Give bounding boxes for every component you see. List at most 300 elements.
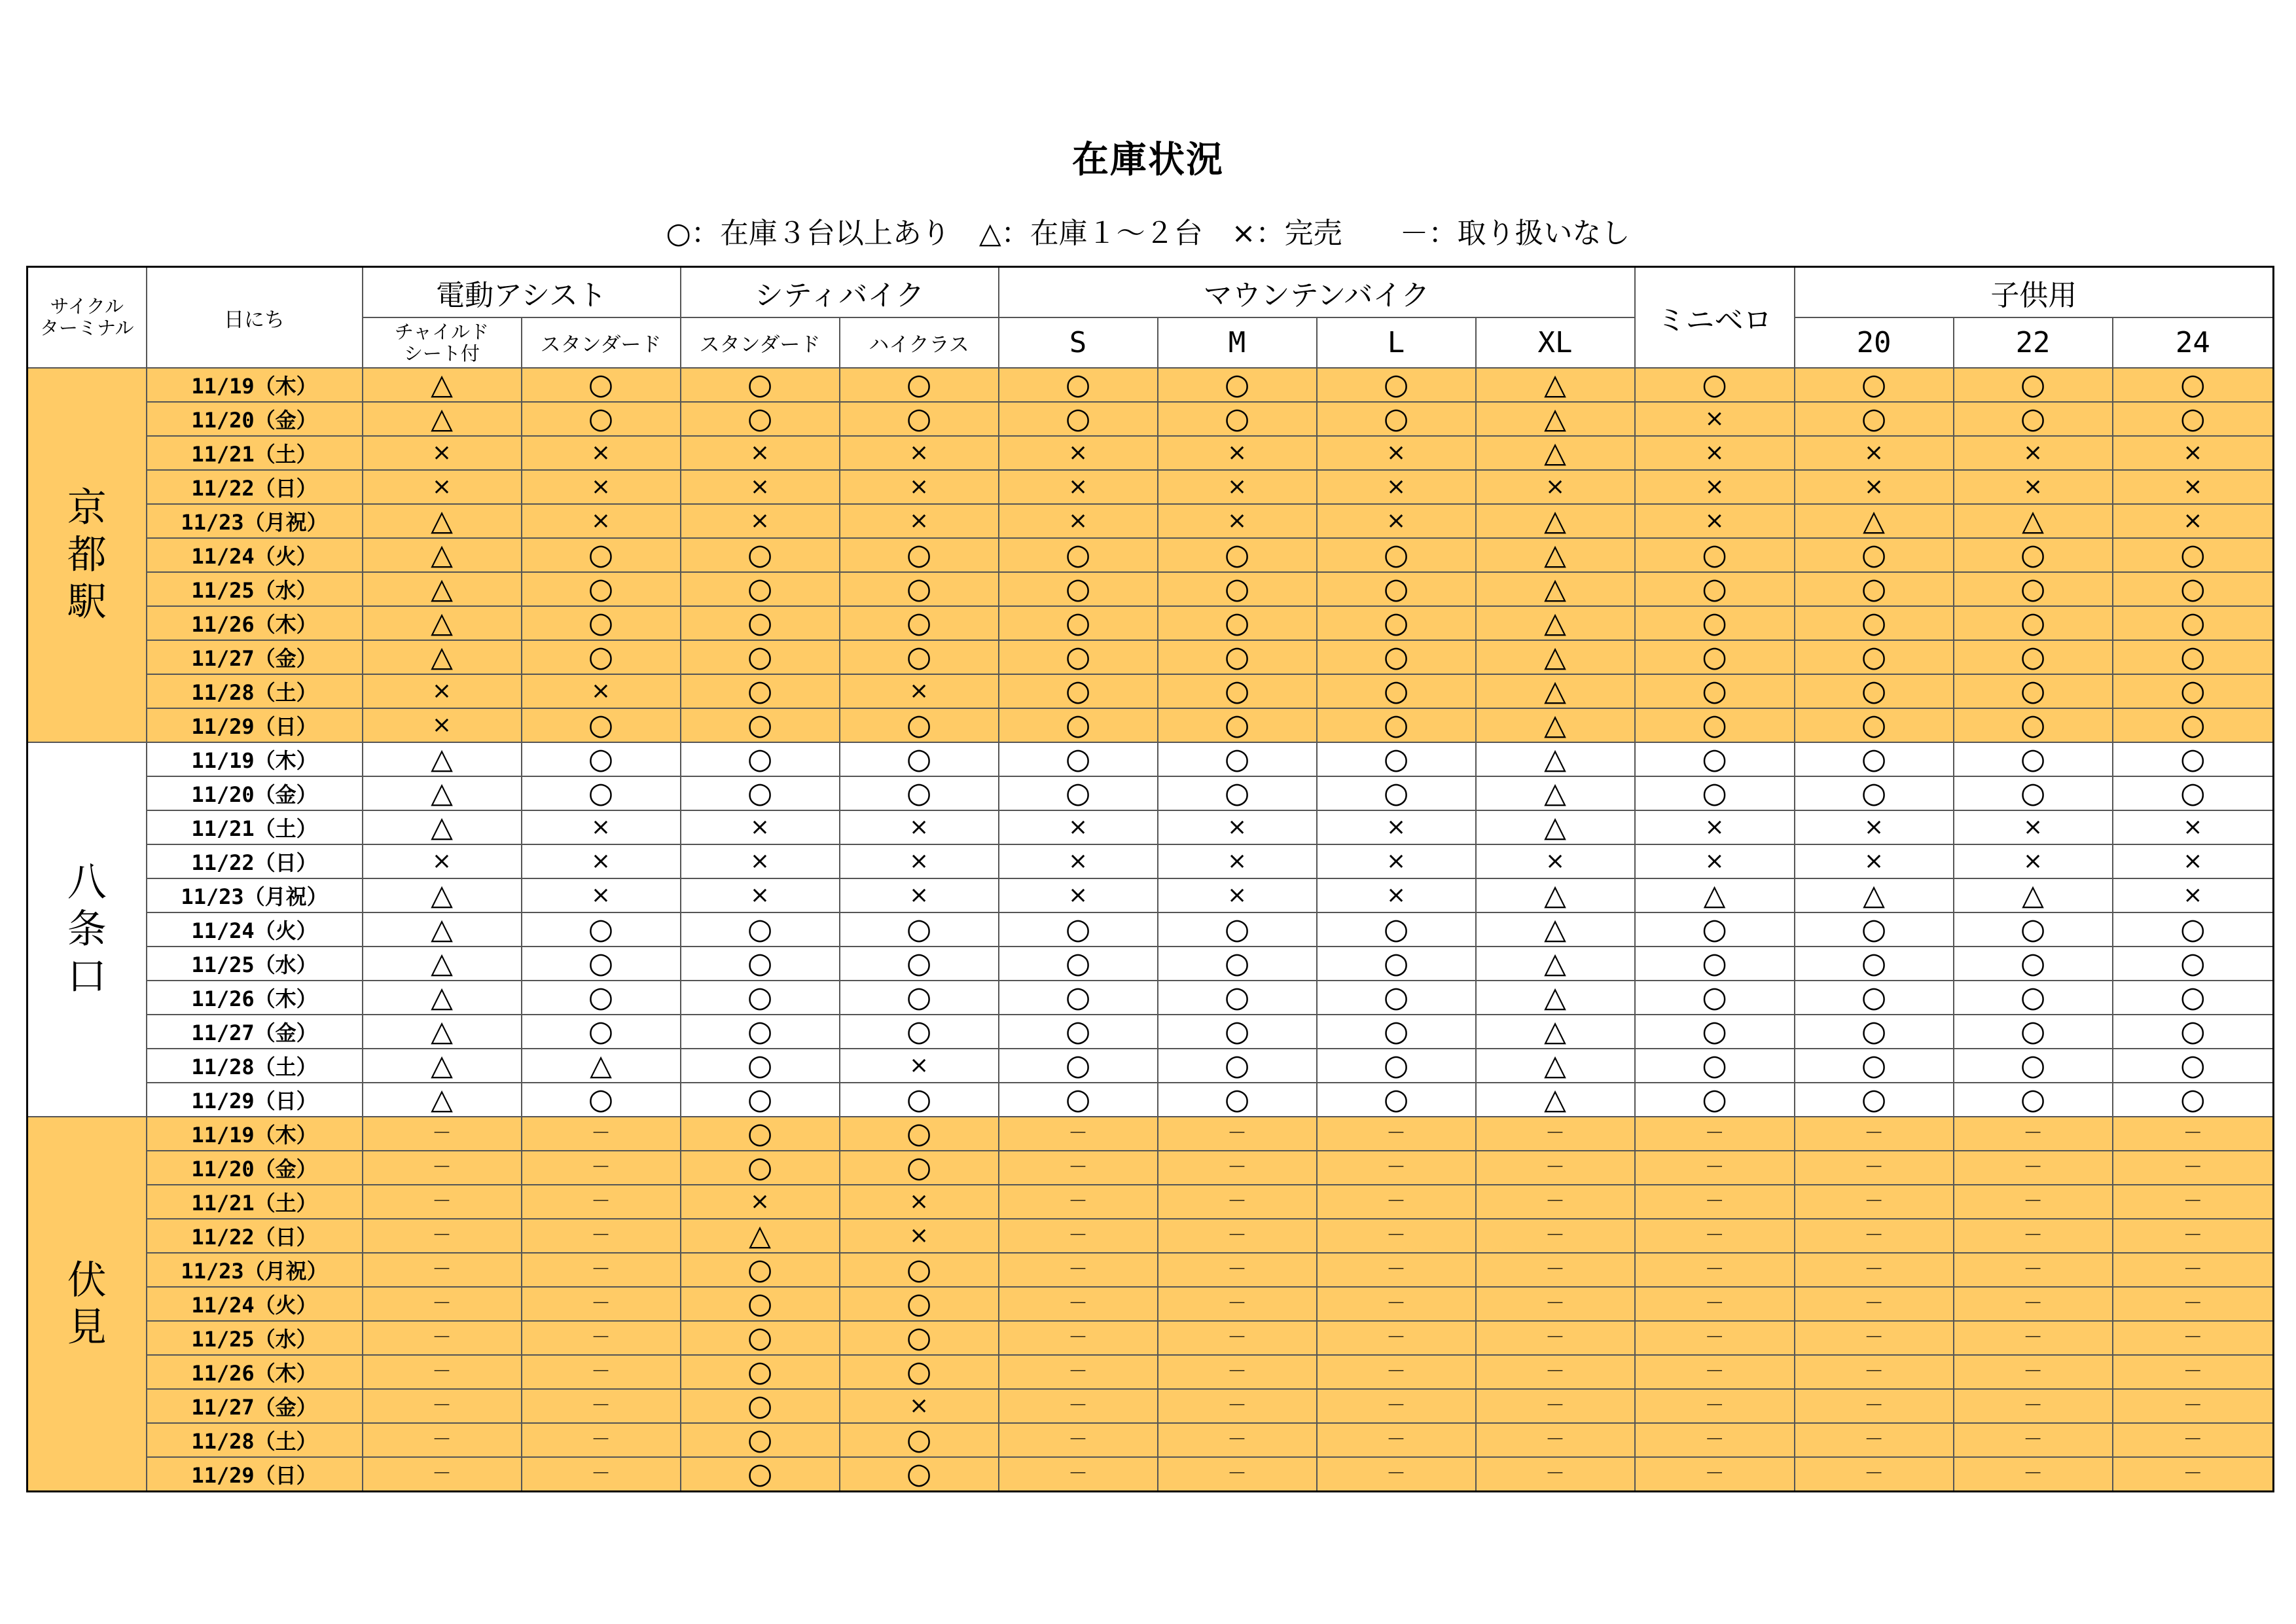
stock-cell: ○ bbox=[1635, 538, 1795, 572]
stock-cell: ○ bbox=[1158, 538, 1317, 572]
stock-cell: ○ bbox=[2113, 674, 2274, 708]
table-row bbox=[27, 912, 2274, 947]
table-row bbox=[27, 1049, 2274, 1083]
stock-cell: ○ bbox=[1158, 776, 1317, 810]
header-row-subs bbox=[27, 317, 2274, 368]
table-row bbox=[27, 402, 2274, 436]
stock-cell: × bbox=[1476, 844, 1635, 878]
stock-cell: ○ bbox=[1635, 640, 1795, 674]
stock-cell: ○ bbox=[522, 776, 681, 810]
stock-cell: ○ bbox=[1795, 368, 1954, 402]
stock-cell: ○ bbox=[1317, 947, 1476, 981]
stock-cell: － bbox=[1795, 1219, 1954, 1253]
stock-cell: ○ bbox=[681, 402, 840, 436]
stock-cell: △ bbox=[1476, 436, 1635, 470]
stock-cell: － bbox=[1795, 1321, 1954, 1355]
date-cell: 11/25（水） bbox=[147, 1321, 363, 1355]
stock-cell: － bbox=[1158, 1355, 1317, 1389]
stock-cell: ○ bbox=[1635, 981, 1795, 1015]
stock-cell: ○ bbox=[522, 606, 681, 640]
stock-cell: － bbox=[2113, 1185, 2274, 1219]
stock-cell: － bbox=[1317, 1423, 1476, 1457]
stock-cell: － bbox=[1158, 1151, 1317, 1185]
stock-cell: × bbox=[363, 470, 522, 504]
stock-cell: × bbox=[840, 1389, 999, 1423]
stock-cell: ○ bbox=[999, 368, 1158, 402]
stock-cell: × bbox=[1158, 844, 1317, 878]
stock-cell: ○ bbox=[1158, 1083, 1317, 1117]
stock-cell: ○ bbox=[1635, 1083, 1795, 1117]
stock-cell: × bbox=[1795, 436, 1954, 470]
table-row bbox=[27, 606, 2274, 640]
stock-cell: ○ bbox=[522, 912, 681, 947]
stock-cell: △ bbox=[363, 640, 522, 674]
stock-cell: ○ bbox=[1317, 912, 1476, 947]
stock-cell: △ bbox=[1635, 878, 1795, 912]
stock-cell: － bbox=[1954, 1287, 2113, 1321]
stock-cell: － bbox=[2113, 1287, 2274, 1321]
terminal-name: 八 条 口 bbox=[27, 742, 147, 1117]
stock-cell: ○ bbox=[840, 402, 999, 436]
stock-cell: △ bbox=[1476, 640, 1635, 674]
date-cell: 11/26（木） bbox=[147, 1355, 363, 1389]
stock-cell: △ bbox=[522, 1049, 681, 1083]
stock-cell: － bbox=[1795, 1253, 1954, 1287]
stock-cell: ○ bbox=[840, 640, 999, 674]
stock-cell: × bbox=[840, 1219, 999, 1253]
stock-cell: － bbox=[1635, 1355, 1795, 1389]
table-row bbox=[27, 1185, 2274, 1219]
stock-cell: － bbox=[522, 1253, 681, 1287]
stock-cell: △ bbox=[1476, 504, 1635, 538]
stock-cell: ○ bbox=[681, 912, 840, 947]
stock-cell: ○ bbox=[840, 1015, 999, 1049]
stock-cell: ○ bbox=[1954, 368, 2113, 402]
stock-cell: － bbox=[1158, 1117, 1317, 1151]
stock-cell: ○ bbox=[1795, 606, 1954, 640]
stock-cell: ○ bbox=[681, 981, 840, 1015]
stock-cell: ○ bbox=[1317, 776, 1476, 810]
date-cell: 11/27（金） bbox=[147, 1015, 363, 1049]
stock-cell: ○ bbox=[2113, 1083, 2274, 1117]
header-sub: S bbox=[999, 317, 1158, 368]
stock-cell: ○ bbox=[2113, 538, 2274, 572]
stock-cell: △ bbox=[1476, 981, 1635, 1015]
stock-cell: － bbox=[999, 1117, 1158, 1151]
stock-cell: － bbox=[1635, 1253, 1795, 1287]
stock-cell: ○ bbox=[681, 708, 840, 742]
stock-cell: ○ bbox=[2113, 606, 2274, 640]
stock-cell: △ bbox=[363, 947, 522, 981]
date-cell: 11/28（土） bbox=[147, 674, 363, 708]
stock-cell: － bbox=[1317, 1253, 1476, 1287]
stock-cell: ○ bbox=[1158, 640, 1317, 674]
stock-cell: ○ bbox=[1158, 912, 1317, 947]
stock-cell: － bbox=[1954, 1219, 2113, 1253]
date-cell: 11/22（日） bbox=[147, 844, 363, 878]
stock-cell: － bbox=[1795, 1185, 1954, 1219]
stock-cell: － bbox=[1795, 1287, 1954, 1321]
stock-cell: ○ bbox=[2113, 640, 2274, 674]
stock-cell: △ bbox=[1954, 878, 2113, 912]
stock-cell: ○ bbox=[2113, 912, 2274, 947]
stock-cell: － bbox=[1635, 1287, 1795, 1321]
stock-cell: ○ bbox=[1317, 538, 1476, 572]
stock-cell: ○ bbox=[840, 1287, 999, 1321]
stock-cell: × bbox=[681, 1185, 840, 1219]
stock-cell: ○ bbox=[999, 947, 1158, 981]
stock-cell: ○ bbox=[522, 572, 681, 606]
stock-cell: － bbox=[522, 1151, 681, 1185]
stock-cell: － bbox=[363, 1117, 522, 1151]
stock-cell: ○ bbox=[2113, 947, 2274, 981]
stock-cell: ○ bbox=[1317, 572, 1476, 606]
stock-cell: － bbox=[363, 1389, 522, 1423]
date-cell: 11/27（金） bbox=[147, 1389, 363, 1423]
legend: ○：在庫３台以上あり △：在庫１～２台 ×：完売 －：取り扱いなし bbox=[666, 217, 1630, 250]
stock-cell: ○ bbox=[1795, 402, 1954, 436]
stock-cell: － bbox=[2113, 1321, 2274, 1355]
stock-cell: △ bbox=[1476, 947, 1635, 981]
stock-cell: ○ bbox=[522, 402, 681, 436]
stock-cell: ○ bbox=[1317, 708, 1476, 742]
stock-cell: × bbox=[1954, 844, 2113, 878]
stock-cell: △ bbox=[1476, 708, 1635, 742]
stock-cell: － bbox=[2113, 1117, 2274, 1151]
date-cell: 11/23（月祝） bbox=[147, 878, 363, 912]
stock-cell: × bbox=[840, 436, 999, 470]
stock-cell: － bbox=[1476, 1457, 1635, 1492]
stock-cell: ○ bbox=[1635, 912, 1795, 947]
stock-cell: × bbox=[840, 810, 999, 844]
stock-cell: × bbox=[999, 844, 1158, 878]
stock-cell: ○ bbox=[999, 572, 1158, 606]
stock-cell: ○ bbox=[1954, 912, 2113, 947]
stock-cell: ○ bbox=[840, 1083, 999, 1117]
stock-cell: × bbox=[1635, 504, 1795, 538]
stock-cell: ○ bbox=[1158, 947, 1317, 981]
stock-cell: ○ bbox=[1635, 674, 1795, 708]
stock-cell: ○ bbox=[999, 776, 1158, 810]
stock-cell: ○ bbox=[999, 640, 1158, 674]
table-row bbox=[27, 1151, 2274, 1185]
stock-cell: － bbox=[1476, 1185, 1635, 1219]
stock-cell: △ bbox=[1476, 742, 1635, 776]
stock-cell: ○ bbox=[681, 606, 840, 640]
stock-cell: ○ bbox=[840, 572, 999, 606]
stock-cell: × bbox=[1317, 878, 1476, 912]
stock-cell: － bbox=[1476, 1355, 1635, 1389]
stock-cell: ○ bbox=[522, 742, 681, 776]
stock-cell: － bbox=[363, 1219, 522, 1253]
stock-cell: × bbox=[681, 504, 840, 538]
stock-cell: － bbox=[1158, 1389, 1317, 1423]
table-row bbox=[27, 1219, 2274, 1253]
stock-cell: － bbox=[1954, 1355, 2113, 1389]
stock-cell: ○ bbox=[1954, 402, 2113, 436]
stock-cell: × bbox=[522, 436, 681, 470]
stock-cell: ○ bbox=[999, 1015, 1158, 1049]
stock-cell: △ bbox=[363, 878, 522, 912]
stock-cell: ○ bbox=[2113, 368, 2274, 402]
stock-cell: ○ bbox=[1954, 776, 2113, 810]
stock-cell: － bbox=[1317, 1151, 1476, 1185]
table-row bbox=[27, 810, 2274, 844]
stock-cell: ○ bbox=[1635, 776, 1795, 810]
stock-cell: ○ bbox=[681, 1083, 840, 1117]
stock-cell: － bbox=[522, 1321, 681, 1355]
stock-cell: × bbox=[999, 810, 1158, 844]
stock-cell: ○ bbox=[1317, 368, 1476, 402]
terminal-name: 伏 見 bbox=[27, 1117, 147, 1492]
stock-cell: － bbox=[2113, 1355, 2274, 1389]
header-group: 子供用 bbox=[1795, 267, 2274, 318]
stock-cell: △ bbox=[363, 981, 522, 1015]
table-row bbox=[27, 504, 2274, 538]
stock-cell: － bbox=[1476, 1253, 1635, 1287]
header-date: 日にち bbox=[147, 267, 363, 369]
stock-cell: ○ bbox=[840, 981, 999, 1015]
stock-cell: △ bbox=[1476, 538, 1635, 572]
date-cell: 11/20（金） bbox=[147, 776, 363, 810]
stock-cell: ○ bbox=[1795, 912, 1954, 947]
stock-cell: × bbox=[1317, 504, 1476, 538]
table-row bbox=[27, 742, 2274, 776]
stock-cell: ○ bbox=[681, 538, 840, 572]
stock-cell: ○ bbox=[522, 981, 681, 1015]
stock-cell: ○ bbox=[840, 1321, 999, 1355]
stock-cell: ○ bbox=[1795, 708, 1954, 742]
header-group: 電動アシスト bbox=[363, 267, 681, 318]
stock-cell: － bbox=[2113, 1253, 2274, 1287]
stock-cell: × bbox=[681, 470, 840, 504]
stock-cell: － bbox=[1954, 1253, 2113, 1287]
stock-cell: △ bbox=[1795, 878, 1954, 912]
stock-cell: － bbox=[522, 1355, 681, 1389]
stock-cell: － bbox=[1476, 1219, 1635, 1253]
stock-cell: ○ bbox=[999, 538, 1158, 572]
date-cell: 11/22（日） bbox=[147, 1219, 363, 1253]
stock-cell: ○ bbox=[840, 538, 999, 572]
table-row bbox=[27, 1083, 2274, 1117]
stock-cell: － bbox=[1158, 1287, 1317, 1321]
stock-cell: － bbox=[1795, 1151, 1954, 1185]
header-sub: チャイルド シート付 bbox=[363, 317, 522, 368]
stock-cell: ○ bbox=[999, 674, 1158, 708]
stock-cell: ○ bbox=[1635, 708, 1795, 742]
header-sub: 24 bbox=[2113, 317, 2274, 368]
date-cell: 11/23（月祝） bbox=[147, 1253, 363, 1287]
stock-cell: × bbox=[681, 810, 840, 844]
date-cell: 11/25（水） bbox=[147, 572, 363, 606]
stock-cell: － bbox=[522, 1185, 681, 1219]
stock-cell: ○ bbox=[1795, 572, 1954, 606]
stock-cell: × bbox=[522, 674, 681, 708]
stock-cell: － bbox=[1158, 1253, 1317, 1287]
stock-cell: ○ bbox=[1954, 1049, 2113, 1083]
stock-cell: － bbox=[1317, 1389, 1476, 1423]
date-cell: 11/24（火） bbox=[147, 1287, 363, 1321]
stock-cell: － bbox=[363, 1355, 522, 1389]
stock-cell: × bbox=[840, 878, 999, 912]
stock-cell: ○ bbox=[681, 1049, 840, 1083]
header-sub: スタンダード bbox=[681, 317, 840, 368]
stock-cell: － bbox=[363, 1253, 522, 1287]
stock-cell: × bbox=[1635, 436, 1795, 470]
stock-cell: △ bbox=[363, 1049, 522, 1083]
stock-cell: ○ bbox=[1795, 742, 1954, 776]
stock-cell: × bbox=[1158, 878, 1317, 912]
stock-cell: ○ bbox=[1158, 402, 1317, 436]
stock-cell: － bbox=[1317, 1457, 1476, 1492]
table-row bbox=[27, 1117, 2274, 1151]
header-sub: ハイクラス bbox=[840, 317, 999, 368]
stock-cell: × bbox=[840, 844, 999, 878]
stock-cell: ○ bbox=[1158, 742, 1317, 776]
stock-cell: － bbox=[999, 1253, 1158, 1287]
stock-cell: △ bbox=[363, 402, 522, 436]
stock-cell: △ bbox=[363, 538, 522, 572]
stock-cell: － bbox=[999, 1321, 1158, 1355]
stock-cell: － bbox=[1954, 1457, 2113, 1492]
stock-cell: ○ bbox=[999, 1049, 1158, 1083]
stock-cell: ○ bbox=[840, 742, 999, 776]
stock-cell: △ bbox=[1476, 368, 1635, 402]
stock-cell: － bbox=[363, 1287, 522, 1321]
stock-cell: ○ bbox=[681, 947, 840, 981]
stock-cell: × bbox=[522, 470, 681, 504]
stock-cell: － bbox=[1954, 1389, 2113, 1423]
date-cell: 11/25（水） bbox=[147, 947, 363, 981]
stock-cell: ○ bbox=[1317, 640, 1476, 674]
date-cell: 11/29（日） bbox=[147, 1457, 363, 1492]
stock-cell: ○ bbox=[1158, 606, 1317, 640]
table-row bbox=[27, 1389, 2274, 1423]
stock-cell: × bbox=[1795, 470, 1954, 504]
stock-cell: ○ bbox=[522, 538, 681, 572]
stock-cell: △ bbox=[1795, 504, 1954, 538]
stock-cell: － bbox=[1954, 1185, 2113, 1219]
date-cell: 11/28（土） bbox=[147, 1423, 363, 1457]
stock-cell: × bbox=[1158, 504, 1317, 538]
stock-cell: △ bbox=[363, 1083, 522, 1117]
stock-cell: × bbox=[681, 436, 840, 470]
stock-cell: × bbox=[363, 708, 522, 742]
stock-cell: ○ bbox=[1317, 674, 1476, 708]
stock-cell: × bbox=[522, 810, 681, 844]
stock-cell: － bbox=[1635, 1423, 1795, 1457]
date-cell: 11/21（土） bbox=[147, 810, 363, 844]
stock-cell: － bbox=[1317, 1355, 1476, 1389]
stock-cell: × bbox=[1158, 810, 1317, 844]
header-group: マウンテンバイク bbox=[999, 267, 1635, 318]
stock-cell: ○ bbox=[1795, 1015, 1954, 1049]
stock-cell: － bbox=[2113, 1219, 2274, 1253]
table-row bbox=[27, 470, 2274, 504]
stock-cell: － bbox=[1954, 1151, 2113, 1185]
header-group: シティバイク bbox=[681, 267, 999, 318]
stock-cell: － bbox=[2113, 1151, 2274, 1185]
header-sub: スタンダード bbox=[522, 317, 681, 368]
stock-cell: － bbox=[1795, 1389, 1954, 1423]
stock-cell: ○ bbox=[681, 368, 840, 402]
stock-cell: ○ bbox=[1158, 368, 1317, 402]
stock-cell: ○ bbox=[1795, 674, 1954, 708]
stock-cell: × bbox=[1954, 810, 2113, 844]
stock-cell: － bbox=[999, 1423, 1158, 1457]
table-row bbox=[27, 1423, 2274, 1457]
stock-cell: × bbox=[681, 844, 840, 878]
stock-cell: △ bbox=[1476, 1049, 1635, 1083]
stock-cell: － bbox=[1158, 1423, 1317, 1457]
header-group: ミニベロ bbox=[1635, 267, 1795, 369]
table-row bbox=[27, 572, 2274, 606]
stock-cell: － bbox=[1476, 1423, 1635, 1457]
stock-cell: × bbox=[363, 844, 522, 878]
stock-cell: ○ bbox=[1158, 1015, 1317, 1049]
stock-cell: × bbox=[840, 1049, 999, 1083]
header-sub: 22 bbox=[1954, 317, 2113, 368]
stock-cell: ○ bbox=[681, 1355, 840, 1389]
stock-cell: ○ bbox=[999, 981, 1158, 1015]
stock-cell: ○ bbox=[840, 368, 999, 402]
stock-cell: － bbox=[522, 1457, 681, 1492]
stock-cell: ○ bbox=[840, 1423, 999, 1457]
stock-cell: ○ bbox=[1954, 674, 2113, 708]
date-cell: 11/19（木） bbox=[147, 742, 363, 776]
stock-cell: － bbox=[999, 1389, 1158, 1423]
stock-cell: ○ bbox=[1954, 981, 2113, 1015]
stock-cell: ○ bbox=[999, 606, 1158, 640]
stock-cell: ○ bbox=[1954, 1083, 2113, 1117]
stock-cell: △ bbox=[1476, 572, 1635, 606]
stock-cell: ○ bbox=[840, 606, 999, 640]
stock-cell: △ bbox=[363, 776, 522, 810]
stock-cell: － bbox=[1476, 1321, 1635, 1355]
stock-cell: × bbox=[1476, 470, 1635, 504]
stock-cell: － bbox=[1635, 1457, 1795, 1492]
date-cell: 11/27（金） bbox=[147, 640, 363, 674]
stock-cell: × bbox=[840, 1185, 999, 1219]
stock-cell: － bbox=[1317, 1287, 1476, 1321]
stock-cell: ○ bbox=[999, 708, 1158, 742]
stock-cell: ○ bbox=[1954, 947, 2113, 981]
stock-cell: ○ bbox=[840, 776, 999, 810]
stock-table bbox=[26, 266, 2274, 1492]
date-cell: 11/22（日） bbox=[147, 470, 363, 504]
stock-cell: △ bbox=[1476, 810, 1635, 844]
stock-cell: × bbox=[999, 878, 1158, 912]
stock-cell: △ bbox=[1476, 674, 1635, 708]
stock-cell: × bbox=[1795, 810, 1954, 844]
stock-cell: ○ bbox=[1635, 1049, 1795, 1083]
table-body bbox=[27, 368, 2274, 1492]
table-row bbox=[27, 981, 2274, 1015]
stock-cell: ○ bbox=[840, 1151, 999, 1185]
stock-cell: ○ bbox=[1954, 572, 2113, 606]
stock-cell: × bbox=[999, 470, 1158, 504]
stock-cell: － bbox=[1635, 1185, 1795, 1219]
date-cell: 11/20（金） bbox=[147, 402, 363, 436]
table-row bbox=[27, 1253, 2274, 1287]
date-cell: 11/20（金） bbox=[147, 1151, 363, 1185]
stock-cell: － bbox=[999, 1185, 1158, 1219]
stock-cell: － bbox=[363, 1423, 522, 1457]
table-row bbox=[27, 368, 2274, 402]
stock-cell: △ bbox=[1476, 1083, 1635, 1117]
stock-cell: － bbox=[1635, 1117, 1795, 1151]
stock-cell: ○ bbox=[681, 742, 840, 776]
